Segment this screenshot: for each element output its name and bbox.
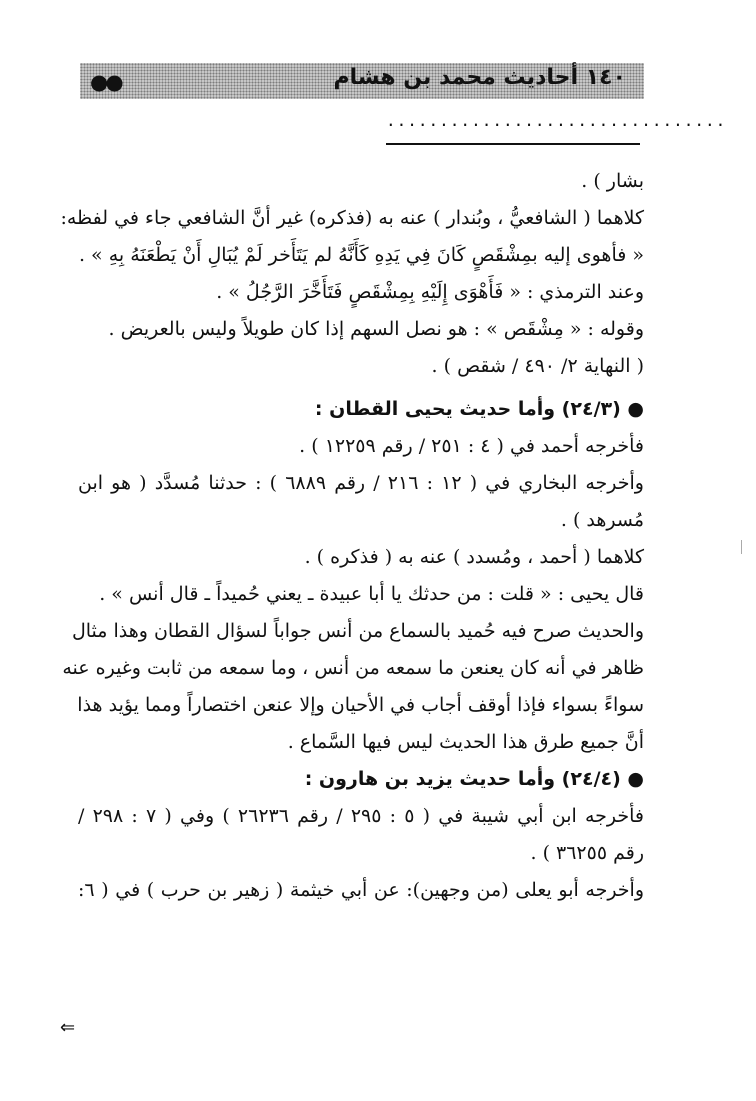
section-heading: ● (٢٤/٣) وأما حديث يحيى القطان : bbox=[314, 398, 644, 420]
page-header-title: ١٤٠ أحاديث محمد بن هشام bbox=[333, 65, 626, 90]
text-line: مُسرهد ) . bbox=[560, 509, 644, 531]
text-line: فأخرجه ابن أبي شيبة في ( ٥ : ٢٩٥ / رقم ٢٦٢٣٦ ) وفي ( ٧ : ٢٩٨ / bbox=[78, 805, 645, 827]
running-header bbox=[80, 63, 644, 99]
text-line: وقوله : « مِشْقَص » : هو نصل السهم إذا كان طويلاً وليس بالعريض . bbox=[108, 318, 644, 340]
text-line: ( النهاية ٢/ ٤٩٠ / شقص ) . bbox=[431, 355, 644, 377]
text-line: وأخرجه أبو يعلى (من وجهين): عن أبي خيثمة ( زهير بن حرب ) في ( ٦: bbox=[78, 879, 644, 901]
text-line: رقم ٣٦٢٥٥ ) . bbox=[530, 842, 644, 864]
page-body bbox=[60, 163, 645, 909]
text-line: والحديث صرح فيه حُميد بالسماع من أنس جواباً لسؤال القطان وهذا مثال bbox=[71, 620, 644, 642]
text-line: قال يحيى : « قلت : من حدثك يا أبا عبيدة ـ يعني حُميداً ـ قال أنس » . bbox=[99, 583, 644, 605]
text-line: أنَّ جميع طرق هذا الحديث ليس فيها السَّماع . bbox=[287, 731, 644, 753]
text-line: وأخرجه البخاري في ( ١٢ : ٢١٦ / رقم ٦٨٨٩ ) : حدثنا مُسدَّد ( هو ابن bbox=[78, 472, 644, 494]
text-line: بشار ) . bbox=[581, 170, 644, 192]
dotted-separator: ................................ bbox=[386, 111, 727, 130]
continuation-arrow-icon: ⇐ bbox=[60, 1017, 76, 1038]
text-line: ظاهر في أنه كان يعنعن ما سمعه من أنس ، وما سمعه من ثابت وغيره عنه bbox=[62, 657, 644, 679]
text-line: كلاهما ( الشافعيُّ ، وبُندار ) عنه به (فذكره) غير أنَّ الشافعي جاء في لفظه: bbox=[60, 207, 644, 229]
margin-mark bbox=[741, 540, 742, 554]
section-heading: ● (٢٤/٤) وأما حديث يزيد بن هارون : bbox=[304, 768, 644, 790]
text-line: سواءً بسواء فإذا أوقف أجاب في الأحيان وإلا عنعن اختصاراً ومما يؤيد هذا bbox=[77, 694, 644, 716]
text-line: كلاهما ( أحمد ، ومُسدد ) عنه به ( فذكره ) . bbox=[304, 546, 644, 568]
circles-ornament-icon: ●● bbox=[90, 70, 121, 94]
text-line: « فأهوى إليه بمِشْقَصٍ كَانَ فِي يَدِهِ كَأَنَّهُ لم يَتَأَخر لَمْ يُبَالِ أَنْ يَطْعَنَهُ بِهِ » . bbox=[78, 244, 644, 266]
header-rule bbox=[386, 143, 640, 145]
text-line: فأخرجه أحمد في ( ٤ : ٢٥١ / رقم ١٢٢٥٩ ) . bbox=[299, 435, 644, 457]
text-line: وعند الترمذي : « فَأَهْوَى إِلَيْهِ بِمِشْقَصٍ فَتَأَخَّرَ الرَّجُلُ » . bbox=[216, 281, 644, 303]
